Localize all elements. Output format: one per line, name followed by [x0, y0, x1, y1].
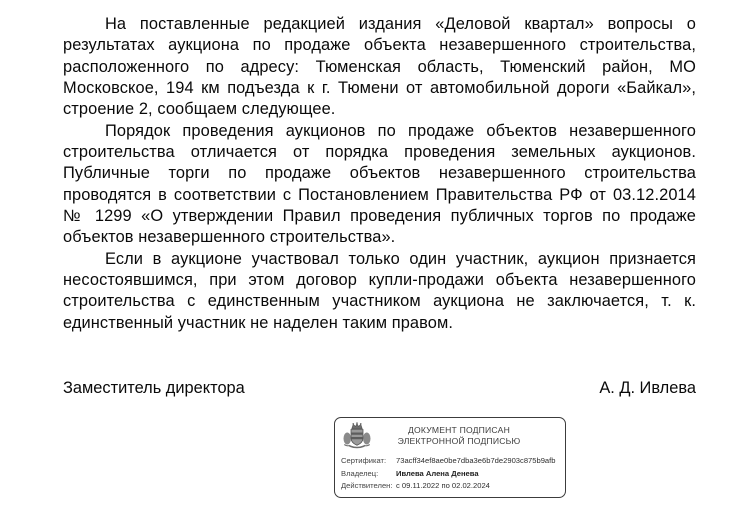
signer-position: Заместитель директора: [63, 379, 245, 397]
certificate-value: 73acff34ef8ae0be7dba3e6b7de2903c875b9afb: [396, 456, 556, 465]
paragraph-1: На поставленные редакцией издания «Деловой квартал» вопросы о результатах аукциона по продаже объекта незавершенного строительства, расположенного по адресу: Тюменская область, Тюменский район, МО Московское, 194 км подъезда к г. Тюмени от автомобильной дороги «Байкал», строение 2, сообщаем следующее.: [63, 15, 696, 119]
stamp-row-owner: [341, 468, 559, 481]
stamp-title-line-2: ЭЛЕКТРОННОЙ ПОДПИСЬЮ: [397, 436, 521, 446]
stamp-row-certificate: [341, 455, 559, 468]
letter-body: [63, 14, 696, 334]
stamp-header: [341, 422, 559, 450]
certificate-label: Сертификат:: [341, 456, 387, 465]
electronic-signature-stamp: [334, 417, 566, 498]
signature-row: [63, 379, 696, 398]
stamp-row-validity: [341, 480, 559, 493]
paragraph-3: Если в аукционе участвовал только один участник, аукцион признается несостоявшимся, при этом договор купли-продажи объекта незавершенного строительства с единственным участником аукциона не заключается, т. к. единственный участник не наделен таким правом.: [63, 249, 696, 332]
stamp-title: [373, 425, 559, 447]
validity-label: Действителен:: [341, 481, 393, 491]
coat-of-arms-icon: [341, 422, 373, 450]
owner-value: Ивлева Алена Денева: [396, 468, 479, 478]
stamp-title-line-1: ДОКУМЕНТ ПОДПИСАН: [407, 425, 510, 435]
validity-value: с 09.11.2022 по 02.02.2024: [396, 481, 490, 491]
signer-name: А. Д. Ивлева: [599, 379, 696, 397]
owner-label: Владелец:: [341, 468, 379, 478]
stamp-rows: [341, 455, 559, 493]
paragraph-2: Порядок проведения аукционов по продаже объектов незавершенного строительства отличается от порядка проведения земельных аукционов. Публичные торги по продаже объектов незавершенного строительства проводятся в соответствии с Постановлением Правительства РФ от 03.12.2014 № 1299 «О утверждении Правил проведения публичных торгов по продаже объектов незавершенного строительства».: [63, 121, 696, 247]
